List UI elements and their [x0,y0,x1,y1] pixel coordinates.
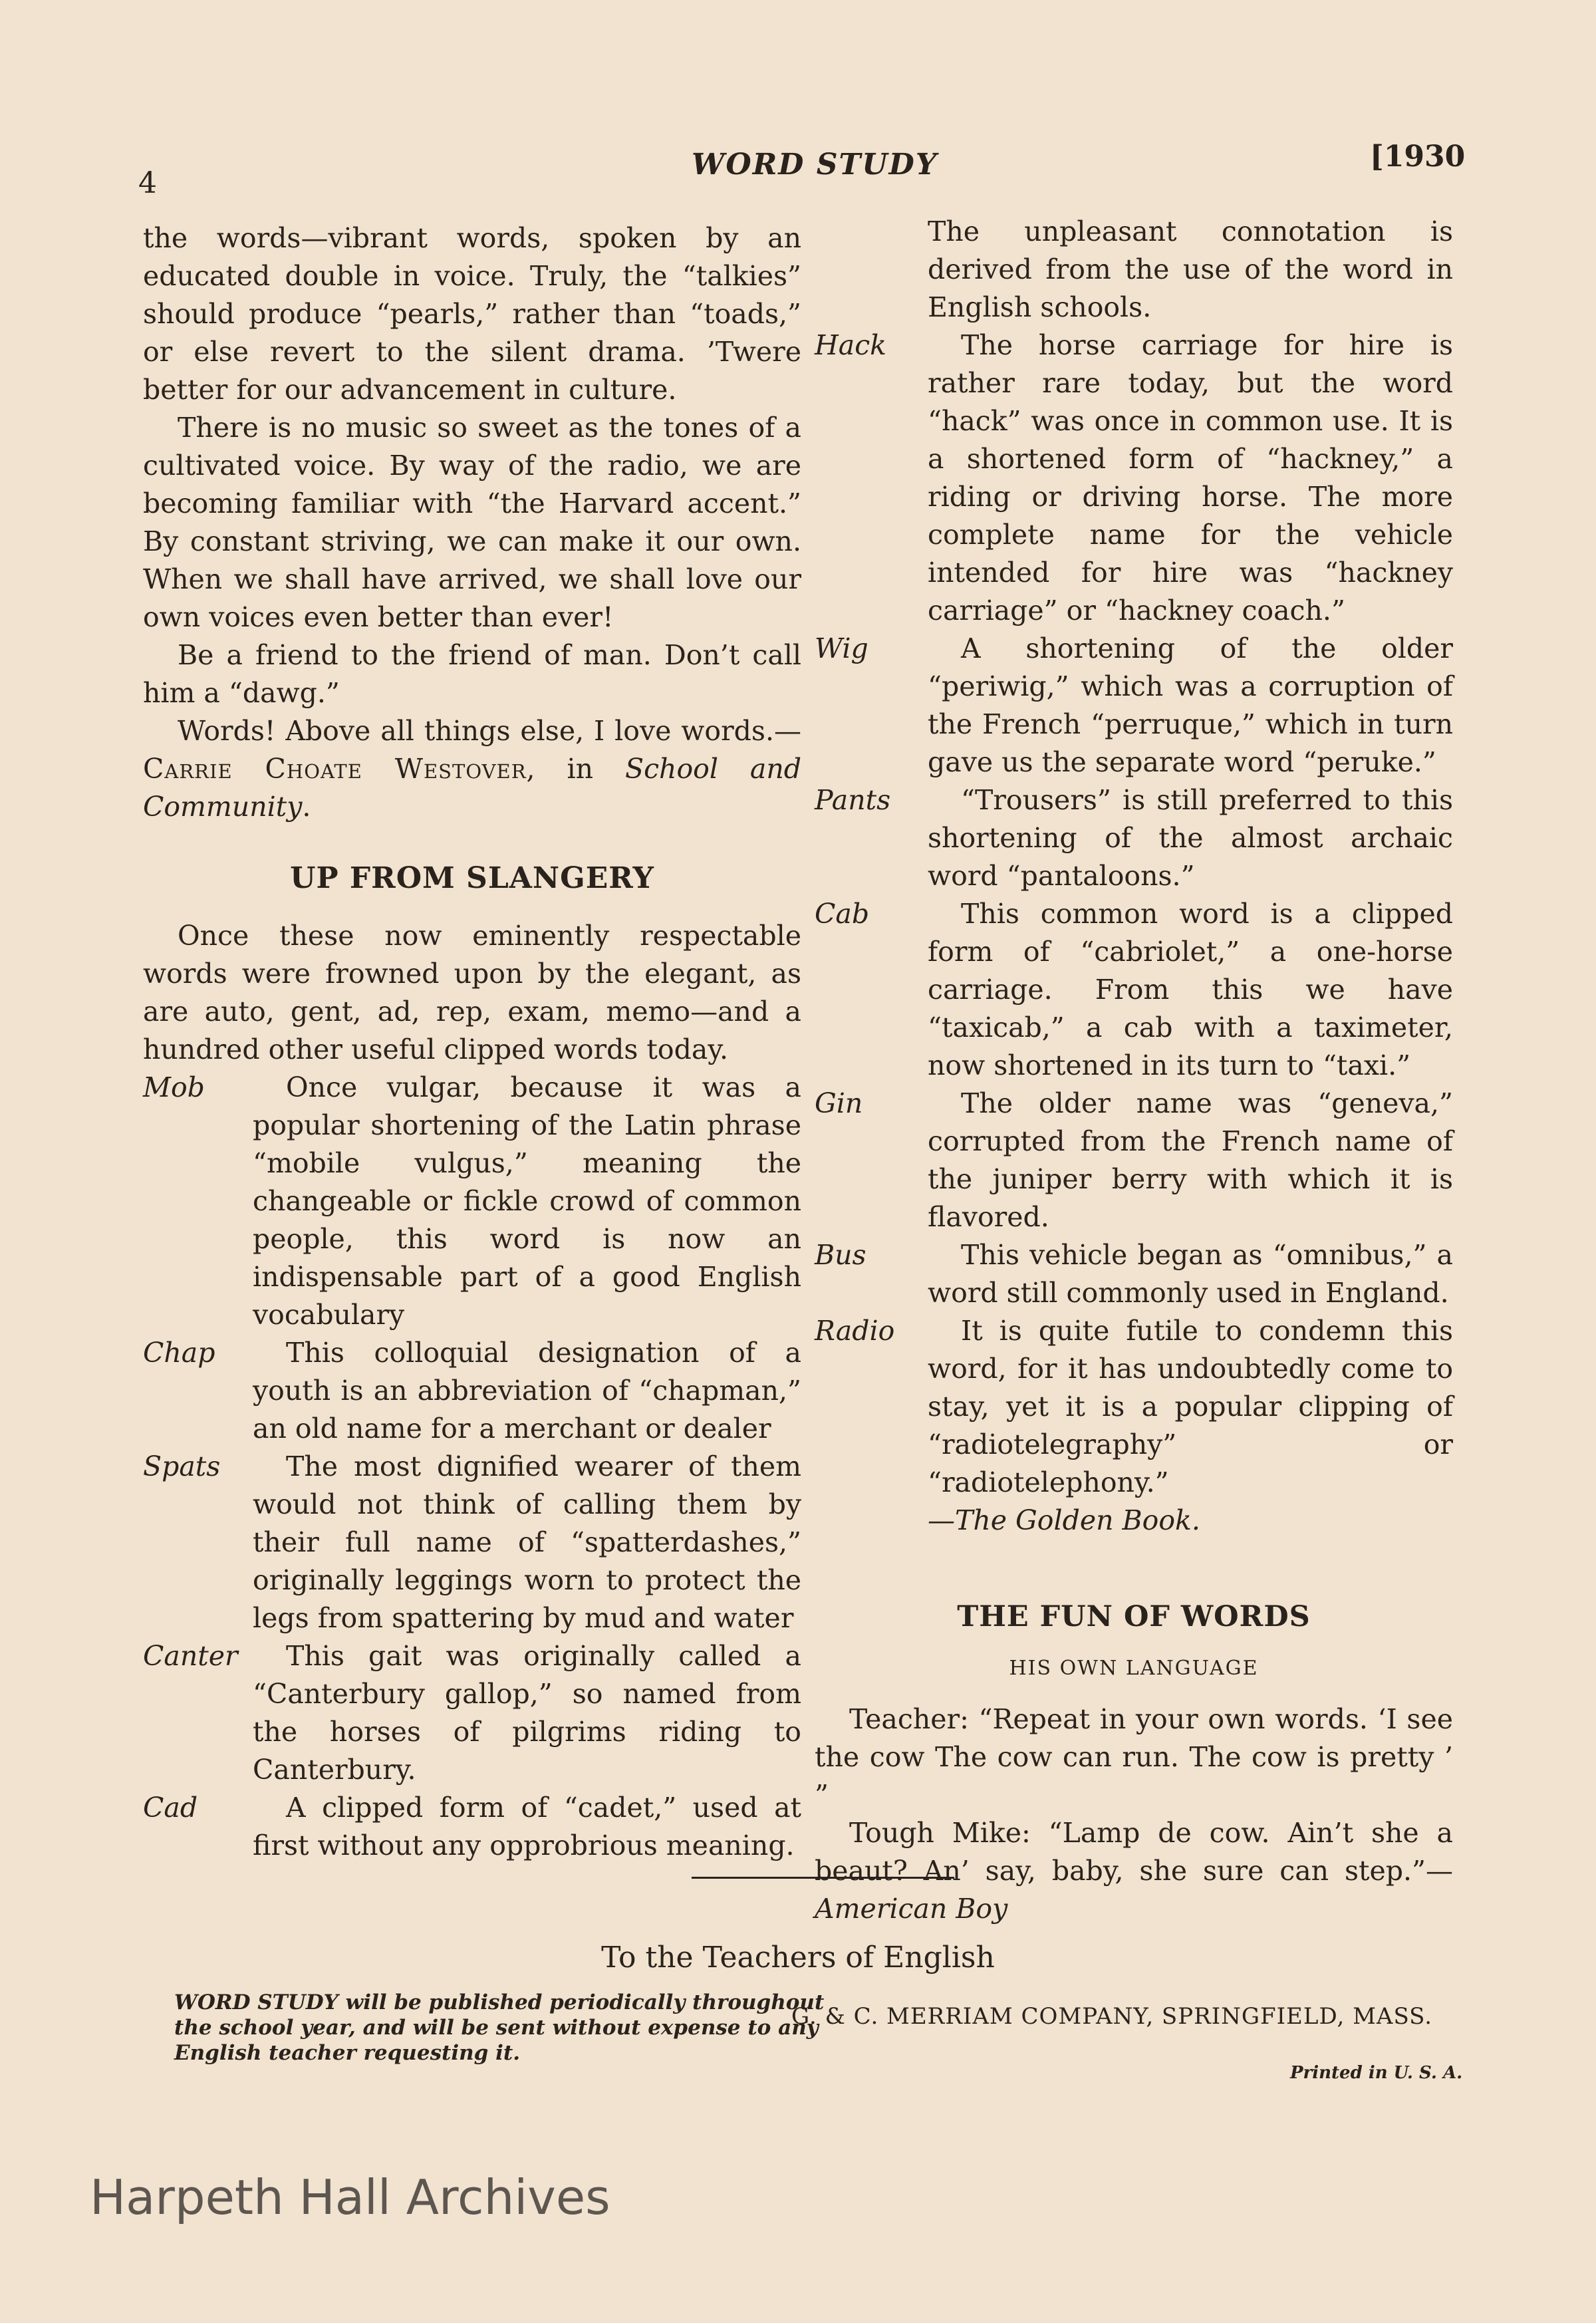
entry-term: Cad [143,1792,198,1824]
word-entry [815,781,1453,895]
section-subheading: HIS OWN LANGUAGE [1009,1657,1259,1680]
entry-definition: The horse carriage for hire is rather rare today, but the word “hack” was once in common use. It is a shortened form of “hackney,” a riding or driving horse. The more complete name for the vehicle intended for hire was “hackney carriage” or “hackney coach.” [928,329,1453,626]
paragraph: Be a friend to the friend of man. Don’t call him a “dawg.” [143,639,801,709]
paragraph: the words—vibrant words, spoken by an educated double in voice. Truly, the “talkies” should produce “pearls,” rather than “toads,” or else revert to the silent drama. ’Twere better for our advancement in culture. [143,222,801,406]
word-entry [815,895,1453,1085]
publisher-line: G. & C. MERRIAM COMPANY, SPRINGFIELD, MASS. [791,2003,1433,2030]
page-year: [1930 [1370,140,1466,174]
entry-definition: It is quite futile to condemn this word, for it has undoubtedly come to stay, yet it is a popular clipping of “radiotelegraphy” or “radiotelephony.” [928,1315,1453,1498]
entry-definition: A shortening of the older “periwig,” which was a corruption of the French “perruque,” which in turn gave us the separate word “peruke.” [928,632,1453,778]
word-entry [815,1312,1453,1502]
entry-term-placeholder [815,213,928,327]
word-entry [143,1789,801,1865]
author-name: Carrie Choate Westover [143,753,527,785]
entry-definition: This colloquial designation of a youth is an abbreviation of “chapman,” an old name for a merchant or dealer [253,1337,801,1444]
paragraph: There is no music so sweet as the tones of a cultivated voice. By way of the radio, we are becoming familiar with “the Harvard accent.” By constant striving, we can make it our own. When we shall have arrived, we shall love our own voices even better than ever! [143,412,801,633]
footer-notice: WORD STUDY will be published periodically throughout the school year, and will be sent without expense to any English teacher requesting it. [174,1990,825,2065]
page-title: WORD STUDY [692,148,938,182]
entry-definition: The most dignified wearer of them would not think of calling them by their full name of “spatterdashes,” originally leggings worn to protect the legs from spattering by mud and water [253,1450,801,1634]
entry-definition: The older name was “geneva,” corrupted from the French name of the juniper berry with which it is flavored. [928,1087,1453,1233]
footer-heading: To the Teachers of English [601,1941,995,1975]
entry-definition: The unpleasant connotation is derived from the use of the word in English schools. [928,215,1453,323]
entry-definition: A clipped form of “cadet,” used at first without any opprobrious meaning. [253,1792,801,1861]
entry-definition: This vehicle began as “omnibus,” a word still commonly used in England. [928,1239,1453,1309]
word-entry [815,630,1453,781]
left-column [143,219,801,1865]
word-entry [815,1085,1453,1236]
entry-term: Cab [815,898,870,930]
paragraph: Teacher: “Repeat in your own words. ‘I see the cow The cow can run. The cow is pretty ’ ” [815,1703,1453,1811]
entry-definition: Once vulgar, because it was a popular shortening of the Latin phrase “mobile vulgus,” meaning the changeable or fickle crowd of common people, this word is now an indispensable part of a good English vocabulary [253,1071,801,1331]
entry-definition: This common word is a clipped form of “cabriolet,” a one-horse carriage. From this we have “taxicab,” a cab with a taximeter, now shortened in its turn to “taxi.” [928,898,1453,1081]
right-column [815,213,1453,1928]
section-intro: Once these now eminently respectable words were frowned upon by the elegant, as are auto, gent, ad, rep, exam, memo—and a hundred other useful clipped words today. [143,920,801,1065]
word-entry [143,1448,801,1637]
archive-watermark: Harpeth Hall Archives [90,2169,610,2225]
source-title: School and Community [143,753,801,823]
entry-term: Mob [143,1071,205,1103]
connector-text: , in [526,753,625,785]
entry-definition: This gait was originally called a “Canterbury gallop,” so named from the horses of pilgrims riding to Canterbury. [253,1640,801,1786]
section-heading: UP FROM SLANGERY [290,861,654,895]
entry-term: Radio [815,1315,895,1347]
page-number: 4 [138,166,157,200]
entry-term: Hack [815,329,887,361]
paragraph [815,1814,1453,1928]
word-entry-continued [815,213,1453,327]
word-entries [143,1069,801,1865]
attribution-paragraph [143,712,801,826]
divider-rule [692,1877,954,1879]
printed-note: Printed in U. S. A. [1290,2063,1463,2083]
section-source: —The Golden Book. [928,1504,1200,1536]
entry-term: Bus [815,1239,866,1271]
entry-term: Spats [143,1450,221,1482]
entry-term: Pants [815,784,891,816]
entry-definition: “Trousers” is still preferred to this shortening of the almost archaic word “pantaloons.” [928,784,1453,892]
paragraph-text: Words! Above all things else, I love words.— [178,715,801,747]
entry-term: Wig [815,632,868,664]
word-entry [815,1236,1453,1312]
section-heading: THE FUN OF WORDS [957,1600,1311,1633]
word-entry [815,327,1453,630]
entry-term: Gin [815,1087,863,1119]
word-entry [143,1637,801,1789]
word-entry [143,1334,801,1448]
end-period: . [302,791,311,823]
source-title: American Boy [815,1893,1008,1925]
entry-term: Chap [143,1337,215,1369]
word-entry [143,1069,801,1334]
entry-term: Canter [143,1640,238,1672]
word-entries-continued [815,213,1453,1540]
paragraph-text: Tough Mike: “Lamp de cow. Ain’t she a beaut? An’ say, baby, she sure can step.”— [815,1817,1453,1887]
